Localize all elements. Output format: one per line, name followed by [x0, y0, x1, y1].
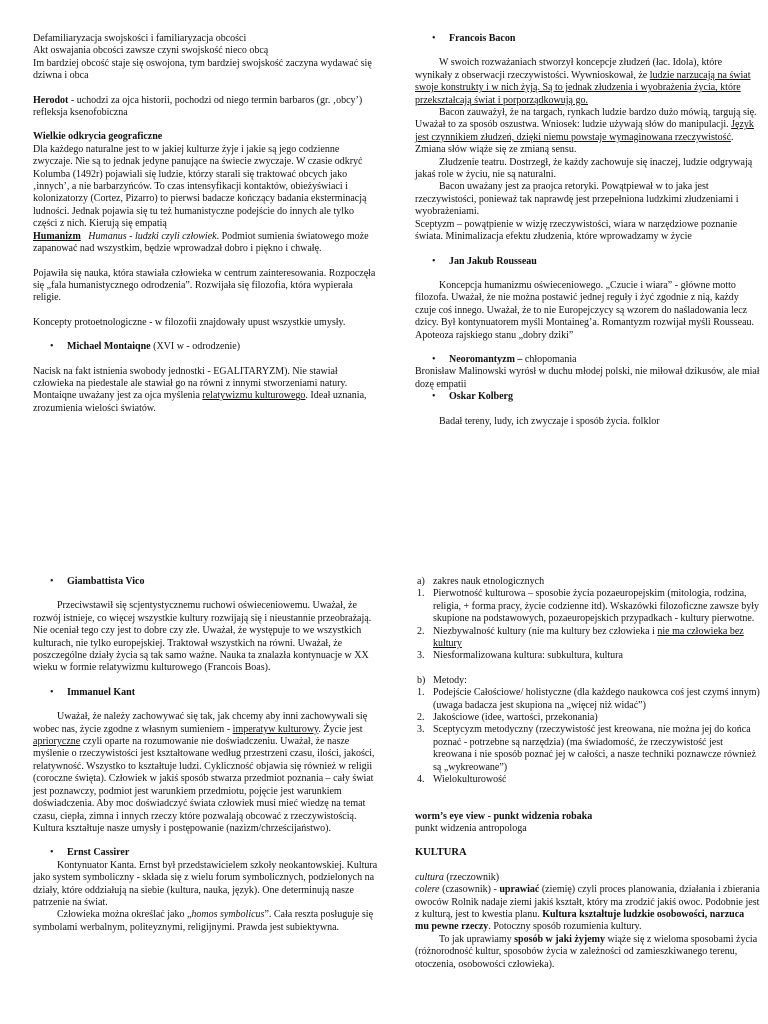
text-paragraph: Sceptyzm – powątpienie w wizję rzeczywistości, wiara w narzędziowe poznanie świata. Minimalizacja efektu złudzenia, które wprowadzamy w życie — [415, 218, 738, 243]
humanizm-italic: Humanus - ludzki czyli człowiek — [88, 230, 217, 242]
text-paragraph: Pojawiła się nauka, która stawiała człowieka w centrum zainteresowania. Rozpoczęła się „fala humanistycznego odrodzenia”. Rozwijała się filozofia, która wypierała religie. — [33, 267, 376, 304]
underlined-term: imperatyw kulturowy — [232, 723, 319, 735]
bullet-item — [33, 341, 378, 353]
text-span: . Życie jest — [318, 723, 363, 735]
text-paragraph: Kontynuator Kanta. Ernst był przedstawicielem szkoły neokantowskiej. Kultura jako system symboliczny - składa się z wielu forum symbolicznych, podzielonych na działy, które oddziałują na siebie (kultura, nauka, język). One determinują nasze patrzenie na świat. — [33, 859, 378, 908]
text-line: punkt widzenia antropologa — [415, 822, 527, 834]
text-paragraph — [415, 107, 760, 157]
herodot-text: - uchodzi za ojca historii, pochodzi od niego termin barbaros (gr. ‚obcy’) refleksja ksenofobiczna — [33, 94, 363, 119]
humanizm-paragraph — [33, 231, 378, 256]
text-paragraph: Dla każdego naturalne jest to w jakiej kulturze żyje i jakie są jego codzienne zwyczaje. Nie są to jednak jedyne panujące na świecie zwyczaje. W czasie odkryć Kolumba (1492r) pojawiali się ludzie, którzy starali się traktować obcych jako ‚innych’, a nie barbarzyńców. To czas intensyfikacji kontaktów, obieżyświaci i kolonizatorzy (Cortez, Pizarro) to pierwsi badacze kończący badania eksterminacją ludności. Jednak pojawia się tu też humanistyczne podejście do innych ale tylko części z nich. Kierują się empatią — [33, 143, 367, 230]
list-text: Wielokulturowość — [433, 774, 507, 786]
list-label: b) — [417, 674, 426, 686]
list-item — [415, 687, 760, 712]
list-text: Pierwotność kulturowa – sposobie życia pozaeuropejskim (mitologia, rodzina, religia, + forma pracy, życie codzienne itd). Wskazówki filozoficzne zawsze były skupione na podstawowych, pozaeuropejskich przypadkach - kultury pierwotne. — [433, 588, 760, 625]
rousseau-heading: Jan Jakub Rousseau — [449, 255, 537, 267]
kant-heading: Immanuel Kant — [67, 686, 136, 698]
list-number: 2. — [417, 625, 425, 637]
text-paragraph: Koncepcja humanizmu oświeceniowego. „Czucie i wiara” - główne motto filozofa. Uważał, że nie można postawić jednej reguły i żyć zgodnie z nią, każdy czuje coś innego. Uważał, że to nie Europejczycy są wzorem do naśladowania lecz dzicy. Był kontynuatorem myśli Montaineg’a. Romantyzm rozwijał myśli Rousseau. Apoteoza rajskiego stanu „dobry dziki” — [415, 279, 755, 341]
bullet-item — [415, 33, 760, 45]
text-span: . Zmiana słów wiąże się ze zmianą sensu. — [415, 131, 734, 156]
herodot-heading: Herodot — [33, 94, 69, 106]
left-bottom-column — [33, 576, 378, 934]
list-text: zakres nauk etnologicznych — [433, 576, 545, 587]
text-span: ”. Cała reszta posługuje się symbolami werbalnym, politeyznymi, religijnymi. Prawda jest subiektywna. — [33, 909, 374, 933]
underlined-text: ludzie narzucają na świat swoje konstrukty i w nich żyją. Są to jednak złudzenia i wyobrażenia życia, które przekształcają świat i porporządkowują go. — [415, 69, 751, 106]
bacon-heading: Francois Bacon — [449, 33, 516, 44]
neoromantyzm-heading: Neoromantyzm – — [449, 353, 523, 365]
text-span: wiąże się z wieloma sposobami życia (różnorodność kultur, sposobów życia w zależności od zamieszkiwanego terenu, otoczenia, osobowości człowieka). — [415, 933, 758, 970]
text-paragraph: Przeciwstawił się scjentystycznemu ruchowi oświeceniowemu. Uważał, że rozwój istnieje, co więcej wszystkie kultury rozwijają się i nieustannie przeobrażają. Nie oceniał tego czy jest to dobre czy złe. Uważał, że występuje to we wszystkich kulturach, nie tylko europejskiej. Traktował wszystkich na równi. Uważał, że poszczególne działy życia są tak samo ważne. Nauka ta znalazła kontynuacje w XX wieku w formie relatywizmu kulturowego (Francois Boas). — [33, 600, 372, 674]
text-span: Bacon zauważył, że na targach, rynkach ludzie bardzo dużo mówią, targują się. Uważał to za sposób oszustwa. Wniosek: ludzie używają słów do manipulacji. — [415, 107, 757, 131]
right-top-column — [415, 33, 760, 428]
text-paragraph: Koncepty protoetnologiczne - w filozofii znajdowały upust wszystkie umysły. — [33, 316, 346, 328]
list-item — [415, 588, 760, 625]
list-number: 4. — [417, 774, 425, 786]
bullet-item — [415, 354, 760, 366]
text-paragraph: Badał tereny, ludy, ich zwyczaje i sposób życia. folklor — [439, 415, 660, 427]
list-item — [415, 675, 760, 687]
list-text: Niesformalizowana kultura: subkultura, kultura — [433, 650, 623, 662]
bullet-item — [33, 847, 378, 859]
list-label: a) — [417, 576, 425, 587]
text-span: . Ideał uznania, zrozumienia wielości światów. — [33, 390, 367, 414]
text-span: czyli oparte na rozumowanie nie doświadczeniu. Uważał, że nasze myślenie o rzeczywistości jest kształtowane według przestrzeni czasu, ilości, jakości, relatywność. Wszystko to kształtuje ludzi. Cykliczność objawia się również w religii (coroczne święta). Człowiek w jakiś sposób stwarza przedmiot poznania – cały świat jest poznawczy, podmiot jest warunkiem przedmiotu, pojęcie jest warunkiem doświadczenia. Aby moc doświadczyć świata człowiek musi mieć wiedzę na temat czasu, ciepła, zimna i innych rzeczy które pozwalają obcować z rzeczywistością. Kultura kształtuje nasze umysły i postępowanie (nazizm/chrześcijaństwo). — [33, 736, 375, 834]
humanizm-heading: Humanizm — [33, 230, 81, 242]
text-line: Akt oswajania obcości zawsze czyni swojskość nieco obcą — [33, 45, 269, 57]
list-text: Metody: — [433, 674, 467, 686]
italic-term: cultura — [415, 871, 444, 883]
bold-term: Kultura kształtuje ludzkie osobowości, narzuca mu pewne rzeczy — [415, 908, 745, 933]
underlined-text: Język jest czynnikiem złudzeń, dzięki niemu powstaje wymaginowana rzeczywistość — [415, 119, 754, 143]
text-paragraph: Im bardziej obcość staje się oswojona, tym bardziej swojskość zaczyna wydawać się dziwna i obca — [33, 57, 372, 82]
worm-heading: worm’s eye view - punkt widzenia robaka — [415, 810, 593, 822]
text-span: . Potoczny sposób rozumienia kultury. — [488, 921, 642, 933]
left-top-column — [33, 33, 378, 415]
text-span: Człowieka można określać jako „ — [57, 909, 192, 921]
text-span: W swoich rozważaniach stworzył koncepcje złudzeń (łac. Idola), które wynikały z obserwacji rzeczywistości. Wywnioskował, że — [415, 57, 723, 81]
text-span: To jak uprawiamy — [439, 933, 515, 945]
text-span: Uważał, że należy zachowywać się tak, jak chcemy aby inni zachowywali się wobec nas, życie zgodne z własnym sumieniem - — [33, 711, 368, 735]
list-item — [415, 774, 760, 786]
text-span: (ziemię) czyli proces planowania, działania i zbierania owoców Rolnik nadaje ziemi jakiś kształt, który ma zrodzić jakiś owoc. Podobnie jest z kulturą, jest to kwestia planu. — [415, 884, 760, 920]
text-line: Defamiliaryzacja swojskości i familiaryzacja obcości — [33, 33, 247, 44]
bullet-item — [33, 576, 378, 588]
text-span: (czasownik) - — [439, 884, 500, 896]
list-number: 1. — [417, 588, 425, 600]
cassirer-heading: Ernst Cassirer — [67, 847, 130, 859]
text-line — [415, 872, 760, 884]
text-paragraph — [415, 934, 760, 971]
text-paragraph: Bronisław Malinowski wyrósł w duchu młodej polski, nie miłował dzikusów, ale miał dozę empatii — [415, 366, 760, 390]
italic-term: homos symbolicus — [191, 909, 265, 921]
kant-paragraph — [33, 711, 378, 835]
underlined-text: nie ma człowieka bez kultury — [433, 625, 744, 650]
list-item — [415, 576, 760, 588]
list-text: Niezbywalność kultury (nie ma kultury bez człowieka i — [433, 625, 658, 637]
list-number: 1. — [417, 687, 425, 699]
montaigne-period: (XVI w - odrodzenie) — [150, 341, 241, 353]
section-heading: Wielkie odkrycia geograficzne — [33, 131, 163, 143]
right-bottom-column — [415, 576, 760, 971]
text-span: Nacisk na fakt istnienia swobody jednostki - EGALITARYZM). Nie stawiał człowieka na piedestale ale stawiał go na równi z innymi stworzeniami natury. Montaiqne uważany jest za ojca myślenia — [33, 365, 348, 402]
bullet-item — [33, 687, 378, 699]
humanizm-text: . Podmiot sumienia światowego może zapanować nad wszystkim, będzie wprowadzał dobro i piękno i chwałę. — [33, 230, 369, 255]
list-number: 2. — [417, 712, 425, 724]
herodot-paragraph — [33, 95, 378, 120]
vico-heading: Giambattista Vico — [67, 576, 145, 587]
kolberg-heading: Oskar Kolberg — [449, 391, 513, 403]
bullet-item — [415, 391, 760, 403]
list-text: Sceptycyzm metodyczny (rzeczywistość jest kreowana, nie można jej do końca poznać - potrzebne są narzędzia) (ma świadomość, że rzeczywistość jest kreowana i nie sposób poznać jej w całości, a nasze techniki poznawcze również są „wykreowane”) — [433, 724, 756, 773]
text-paragraph: Złudzenie teatru. Dostrzegł, że każdy zachowuje się inaczej, ludzie odgrywają jakaś role w życiu, nie są naturalni. — [415, 156, 753, 181]
list-item — [415, 626, 760, 651]
text-span: chłopomania — [522, 353, 577, 365]
kultura-heading: KULTURA — [415, 847, 467, 859]
list-text: Jakościowe (idee, wartości, przekonania) — [433, 712, 598, 724]
text-span: (rzeczownik) — [443, 871, 500, 883]
text-paragraph — [415, 884, 760, 934]
italic-term: colere — [415, 884, 440, 896]
list-item — [415, 650, 760, 662]
montaigne-paragraph — [33, 366, 378, 416]
underlined-term: aprioryczne — [33, 736, 81, 748]
text-paragraph — [33, 909, 378, 934]
list-text: Podejście Całościowe/ holistyczne (dla każdego naukowca coś jest czymś innym) (uwaga badacza jest skupiona na „więcej niż widać”) — [433, 687, 760, 711]
list-number: 3. — [417, 650, 425, 662]
underlined-term: relatywizmu kulturowego — [202, 390, 306, 402]
list-item — [415, 712, 760, 724]
bold-term: sposób w jaki żyjemy — [514, 933, 605, 945]
montaigne-heading: Michael Montaiqne — [67, 341, 151, 353]
list-number: 3. — [417, 724, 425, 736]
bullet-item — [415, 256, 760, 268]
list-item — [415, 724, 760, 774]
bold-term: uprawiać — [499, 884, 540, 896]
text-paragraph: Bacon uważany jest za praojca retoryki. Powątpiewał w to jaka jest rzeczywistości, ponieważ tak naprawdę jest przepełniona ludzkimi złudzeniami i wyobrażeniami. — [415, 181, 739, 218]
text-paragraph — [415, 57, 760, 107]
